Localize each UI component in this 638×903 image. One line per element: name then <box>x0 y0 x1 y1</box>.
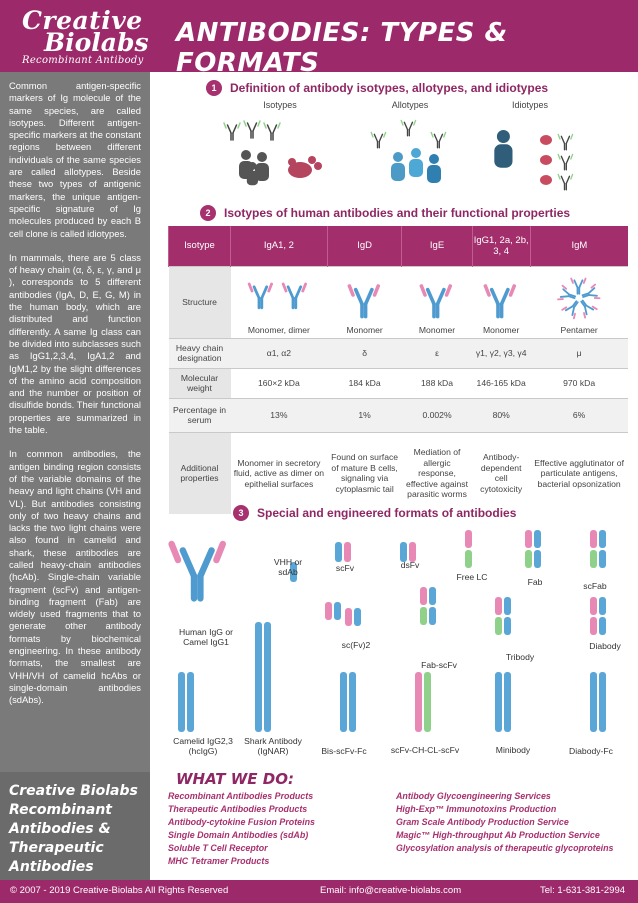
isotype-table <box>168 226 628 514</box>
section2-title: Isotypes of human antibodies and their functional properties <box>224 206 571 220</box>
igd-structure-icon <box>345 273 385 323</box>
diabody-icon <box>590 597 606 635</box>
iga-structure-icon <box>244 273 314 323</box>
table-cell <box>231 266 328 338</box>
isotype-antibodies <box>224 123 240 140</box>
scfv-ch-cl-scfv-icon <box>415 672 431 732</box>
logo[interactable] <box>8 6 158 66</box>
service-link[interactable]: Antibody-cytokine Fusion Proteins <box>168 817 315 827</box>
table-cell: 80% <box>472 398 530 432</box>
logo-subtitle: Recombinant Antibody <box>22 55 144 66</box>
shark-label: Shark Antibody (IgNAR) <box>244 736 302 756</box>
free-lc-label: Free LC <box>456 572 488 582</box>
brand-box-line: Antibodies & <box>9 821 111 837</box>
diabody-label: Diabody <box>589 641 621 651</box>
table-cell: δ <box>327 338 402 368</box>
row-head: Heavy chain designation <box>169 338 231 368</box>
table-cell: α1, α2 <box>231 338 328 368</box>
dsfv-icon <box>400 542 416 562</box>
services-right <box>396 790 632 855</box>
table-header-cell: IgD <box>327 226 402 266</box>
isotypes-label: Isotypes <box>263 100 297 110</box>
table-cell-text: Monomer <box>483 325 520 335</box>
service-link[interactable]: Soluble T Cell Receptor <box>168 843 268 853</box>
table-cell: ε <box>402 338 472 368</box>
header <box>0 0 638 78</box>
bis-scfv-fc-icon <box>340 672 356 732</box>
row-head: Structure <box>169 266 231 338</box>
table-cell <box>402 266 472 338</box>
table-cell: 13% <box>231 398 328 432</box>
camelid-icon <box>178 672 194 732</box>
service-link[interactable]: Antibody Glycoengineering Services <box>396 791 551 801</box>
copyright: © 2007 - 2019 Creative-Biolabs All Rights Reserved <box>10 885 229 896</box>
section3-heading <box>233 505 516 521</box>
fab-label: Fab <box>527 577 543 587</box>
table-header-cell: IgA1, 2 <box>231 226 328 266</box>
row-head: Molecular weight <box>169 368 231 398</box>
bis-scfv-fc-label: Bis-scFv-Fc <box>321 746 367 756</box>
page-title: ANTIBODIES: TYPES & FORMATS <box>176 18 508 78</box>
service-link[interactable]: Recombinant Antibodies Products <box>168 791 314 801</box>
minibody-icon <box>495 672 511 732</box>
services-left <box>168 790 386 868</box>
section2-number: 2 <box>200 205 216 221</box>
camelid-label: Camelid IgG2,3 (hcIgG) <box>173 736 233 756</box>
intro-paragraph-1: Common antigen-specific markers of Ig molecule of the same species, are called isotypes. Different antigen-specific markers at the constant regions between different individuals of the same species are called allotypes. Beside these two types of antigenic markers, the unique antigen-specific signature of Ig molecules produced by each B cell clone is called idiotypes. <box>9 80 141 239</box>
what-we-do-title: WHAT WE DO: <box>176 770 294 788</box>
fab-icon <box>525 530 541 568</box>
row-head: Percentage in serum <box>169 398 231 432</box>
table-cell: Monomer in secretory fluid, active as dimer on epithelial surfaces <box>231 432 328 514</box>
shark-icon <box>255 622 271 732</box>
tribody-icon <box>495 597 511 635</box>
section2-heading <box>200 205 570 221</box>
fab-scfv-icon <box>420 587 436 625</box>
service-link[interactable]: Glycosylation analysis of therapeutic glycoproteins <box>396 843 614 853</box>
brand-box-line: Antibodies <box>9 859 94 875</box>
table-cell-text: Monomer, dimer <box>247 325 310 335</box>
table-cell: 160×2 kDa <box>231 368 328 398</box>
section3-number: 3 <box>233 505 249 521</box>
sidebar <box>0 72 150 880</box>
scfab-label: scFab <box>583 581 607 591</box>
intro-paragraph-2: In mammals, there are 5 class of heavy chain (α, δ, ε, γ, and μ ), corresponds to 5 different antibodies (IgA, D, E, G, M) in the human body, which are distributed and function differently. A same Ig class can be divided into subclasses such as IgG1,2,3,4, IgA1,2 and IgM1,2 by the slight differences of the amino acid composition and the number or position of disulfide bonds. Their functional properties are summarized in the table. <box>9 251 141 436</box>
table-header-row <box>169 226 629 266</box>
logo-line1: Creative <box>22 6 143 35</box>
logo-line2: Biolabs <box>44 28 149 57</box>
intro-text <box>9 80 141 719</box>
section1-title: Definition of antibody isotypes, allotypes, and idiotypes <box>230 81 549 95</box>
igg-structure-icon <box>481 273 521 323</box>
table-cell-text: Pentamer <box>560 325 598 335</box>
mouse-group-icon <box>288 156 322 178</box>
table-cell: 0.002% <box>402 398 472 432</box>
vhh-label: VHH or sdAb <box>273 557 303 577</box>
tribody-label: Tribody <box>505 652 535 662</box>
brand-box-line: Creative Biolabs <box>9 783 138 799</box>
section1-heading <box>206 80 548 96</box>
email-link[interactable]: Email: info@creative-biolabs.com <box>320 885 462 896</box>
table-cell-text: Monomer <box>418 325 456 335</box>
fab-scfv-label: Fab-scFv <box>421 660 457 670</box>
table-cell: 188 kDa <box>402 368 472 398</box>
table-cell: Antibody-dependent cell cytotoxicity <box>472 432 530 514</box>
brand-box-line: Recombinant <box>9 802 112 818</box>
table-cell <box>327 266 402 338</box>
table-row <box>169 338 629 368</box>
table-cell: 6% <box>530 398 628 432</box>
phone: Tel: 1-631-381-2994 <box>540 885 626 896</box>
table-row <box>169 398 629 432</box>
free-lc-icon <box>465 530 472 568</box>
table-cell <box>472 266 530 338</box>
antigen-icon <box>540 135 552 145</box>
table-row <box>169 432 629 514</box>
human-group-icon <box>239 150 269 185</box>
service-link[interactable]: Gram Scale Antibody Production Service <box>396 817 569 827</box>
scfv-icon <box>335 542 351 562</box>
section1-illustration <box>168 110 628 195</box>
scfv2-icon <box>325 602 361 626</box>
table-header-cell: Isotype <box>169 226 231 266</box>
minibody-label: Minibody <box>495 745 531 755</box>
diabody-fc-label: Diabody-Fc <box>569 746 613 756</box>
table-header-cell: IgG1, 2a, 2b, 3, 4 <box>472 226 530 266</box>
scfv-ch-cl-scfv-label: scFv-CH-CL-scFv <box>390 745 460 755</box>
table-cell: Effective agglutinator of particulate antigens, bacterial opsonization <box>530 432 628 514</box>
igm-structure-icon <box>544 273 614 323</box>
service-link[interactable]: MHC Tetramer Products <box>168 856 270 866</box>
table-cell: Found on surface of mature B cells, signaling via cytoplasmic tail <box>327 432 402 514</box>
table-cell: μ <box>530 338 628 368</box>
table-row <box>169 266 629 338</box>
human-igg-icon <box>172 544 223 598</box>
scfv-label: scFv <box>335 563 355 573</box>
table-cell: γ1, γ2, γ3, γ4 <box>472 338 530 368</box>
table-cell: Mediation of allergic response, effective against parasitic worms <box>402 432 472 514</box>
table-cell: 970 kDa <box>530 368 628 398</box>
table-header-cell: IgM <box>530 226 628 266</box>
footer <box>0 880 638 903</box>
service-link[interactable]: High-Exp™ Immunotoxins Production <box>396 804 557 814</box>
allotypes-label: Allotypes <box>391 100 429 110</box>
scfv2-label: sc(Fv)2 <box>341 640 371 650</box>
people-icon <box>391 148 441 183</box>
table-row <box>169 368 629 398</box>
table-cell: 146-165 kDa <box>472 368 530 398</box>
brand-box <box>0 772 150 880</box>
idiotypes-label: Idiotypes <box>511 100 549 110</box>
row-head: Additional properties <box>169 432 231 514</box>
table-cell: 184 kDa <box>327 368 402 398</box>
person-icon <box>494 130 512 168</box>
dsfv-label: dsFv <box>400 560 420 570</box>
table-cell-text: Monomer <box>346 325 383 335</box>
section3-title: Special and engineered formats of antibodies <box>257 506 517 520</box>
human-igg-label: Human IgG or Camel IgG1 <box>179 627 233 647</box>
service-link[interactable]: Therapeutic Antibodies Products <box>168 804 308 814</box>
brand-box-line: Therapeutic <box>9 840 104 856</box>
ige-structure-icon <box>417 273 457 323</box>
diabody-fc-icon <box>590 672 606 732</box>
intro-paragraph-3: In common antibodies, the antigen binding region consists of the variable domains of the heavy and light chains (VH and VL). But antibodies consisting only of two heavy chains and lacks the two light chains were also found in camelid and shark, these antibodies are called heavy-chain antibodies (hcAb). Single-chain variable fragment (scFv) and antigen-binding fragment (Fab) are widely used fragments that to generate other antibody formats by biochemical engineering. In these antibody formats, the smallest are VHH/VH of camelid hcAbs or single-domain antibodies (sdAbs). <box>9 448 141 706</box>
service-link[interactable]: Magic™ High-throughput Ab Production Service <box>396 830 600 840</box>
scfab-icon <box>590 530 606 568</box>
section1-number: 1 <box>206 80 222 96</box>
table-cell: 1% <box>327 398 402 432</box>
table-cell <box>530 266 628 338</box>
table-header-cell: IgE <box>402 226 472 266</box>
service-link[interactable]: Single Domain Antibodies (sdAb) <box>168 830 309 840</box>
